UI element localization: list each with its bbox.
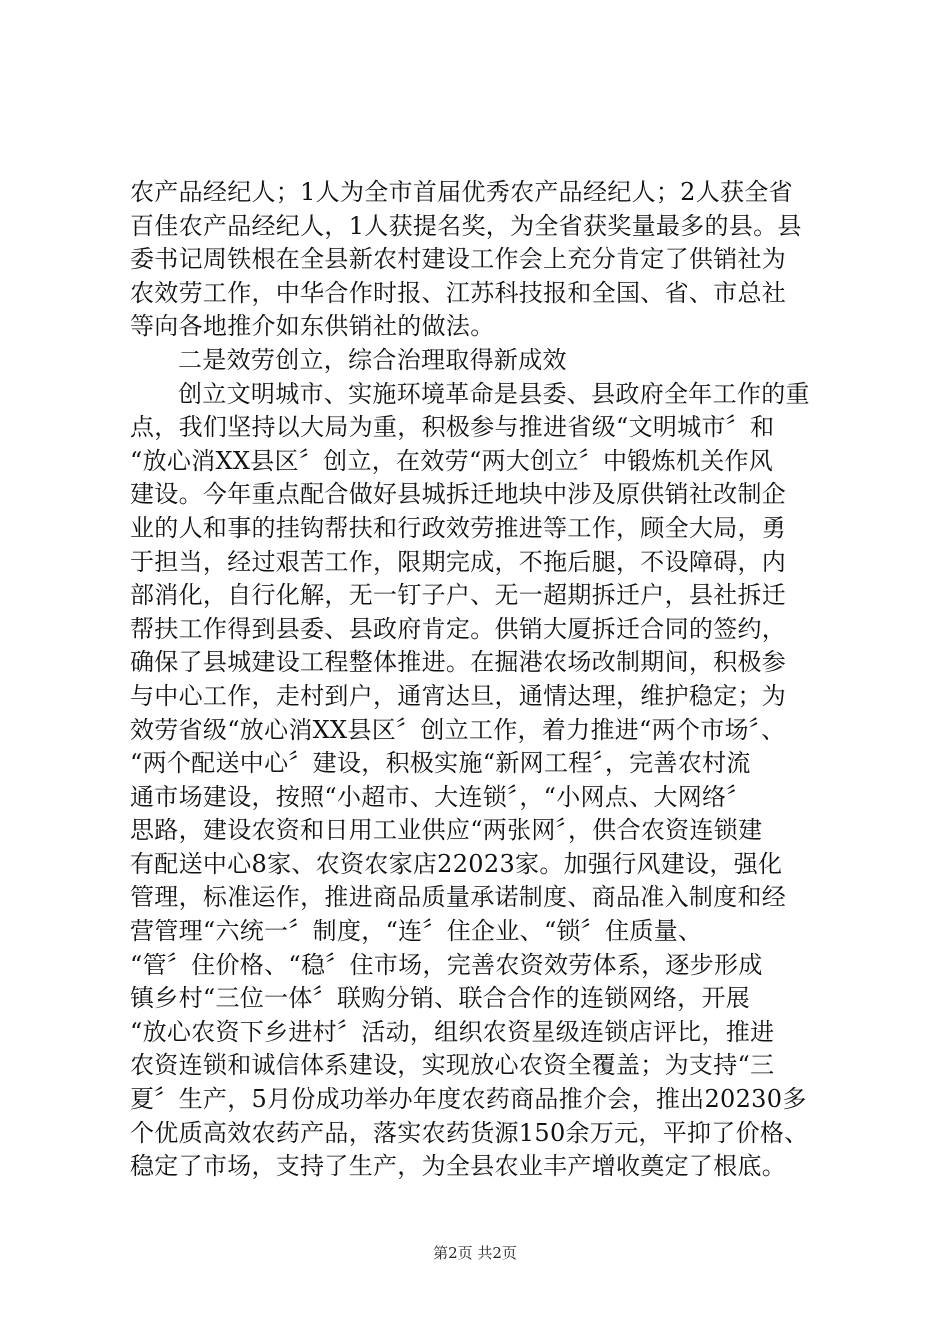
text-line: 农效劳工作，中华合作时报、江苏科技报和全国、省、市总社 <box>130 278 787 307</box>
text-line: “管〞住价格、“稳〞住市场，完善农资效劳体系，逐步形成 <box>130 950 763 979</box>
text-line: 夏〞生产，5月份成功举办年度农药商品推介会，推出20230多 <box>130 1085 807 1114</box>
text-line: “放心农资下乡进村〞活动，组织农资星级连锁店评比，推进 <box>130 1017 775 1046</box>
text-line: 农资连锁和诚信体系建设，实现放心农资全覆盖；为支持“三 <box>130 1051 775 1080</box>
text-line: 农产品经纪人；1人为全市首届优秀农产品经纪人；2人获全省 <box>130 178 793 206</box>
text-line: 思路，建设农资和日用工业供应“两张网〞，供合农资连锁建 <box>130 816 763 845</box>
page-number: 第2页 共2页 <box>433 1244 517 1262</box>
text-line: 创立文明城市、实施环境革命是县委、县政府全年工作的重 <box>178 379 810 408</box>
page-footer <box>0 1243 950 1263</box>
text-line: 百佳农产品经纪人，1人获提名奖，为全省获奖量最多的县。县 <box>130 211 802 240</box>
text-line: 委书记周铁根在全县新农村建设工作会上充分肯定了供销社为 <box>130 245 787 274</box>
body-text <box>130 176 830 1184</box>
text-line: 管理，标准运作，推进商品质量承诺制度、商品准入制度和经 <box>130 883 787 912</box>
text-line: “两个配送中心〞建设，积极实施“新网工程〞，完善农村流 <box>130 749 751 778</box>
section-heading: 二是效劳创立，综合治理取得新成效 <box>178 345 567 374</box>
text-line: 营管理“六统一〞制度，“连〞住企业、“锁〞住质量、 <box>130 917 703 946</box>
text-line: 业的人和事的挂钩帮扶和行政效劳推进等工作，顾全大局，勇 <box>130 513 787 542</box>
text-line: 帮扶工作得到县委、县政府肯定。供销大厦拆迁合同的签约， <box>130 614 787 643</box>
text-line: 等向各地推介如东供销社的做法。 <box>130 312 495 341</box>
text-line: 确保了县城建设工程整体推进。在掘港农场改制期间，积极参 <box>130 648 787 677</box>
text-line: 于担当，经过艰苦工作，限期完成，不拖后腿，不设障碍，内 <box>130 547 787 576</box>
text-line: “放心消XX县区〞创立，在效劳“两大创立〞中锻炼机关作风 <box>130 446 774 475</box>
text-line: 个优质高效农药产品，落实农药货源150余万元，平抑了价格、 <box>130 1118 809 1147</box>
text-line: 稳定了市场，支持了生产，为全县农业丰产增收奠定了根底。 <box>130 1152 787 1181</box>
text-line: 点，我们坚持以大局为重，积极参与推进省级“文明城市〞和 <box>130 413 775 442</box>
text-line: 与中心工作，走村到户，通宵达旦，通情达理，维护稳定；为 <box>130 681 787 710</box>
text-line: 镇乡村“三位一体〞联购分销、联合合作的连锁网络，开展 <box>130 984 751 1013</box>
text-line: 建设。今年重点配合做好县城拆迁地块中涉及原供销社改制企 <box>130 480 787 509</box>
text-line: 有配送中心8家、农资农家店22023家。加强行风建设，强化 <box>130 849 783 878</box>
text-line: 部消化，自行化解，无一钉子户、无一超期拆迁户，县社拆迁 <box>130 581 787 610</box>
text-line: 通市场建设，按照“小超市、大连锁〞，“小网点、大网络〞 <box>130 782 751 811</box>
text-line: 效劳省级“放心消XX县区〞创立工作，着力推进“两个市场〞、 <box>130 715 786 744</box>
